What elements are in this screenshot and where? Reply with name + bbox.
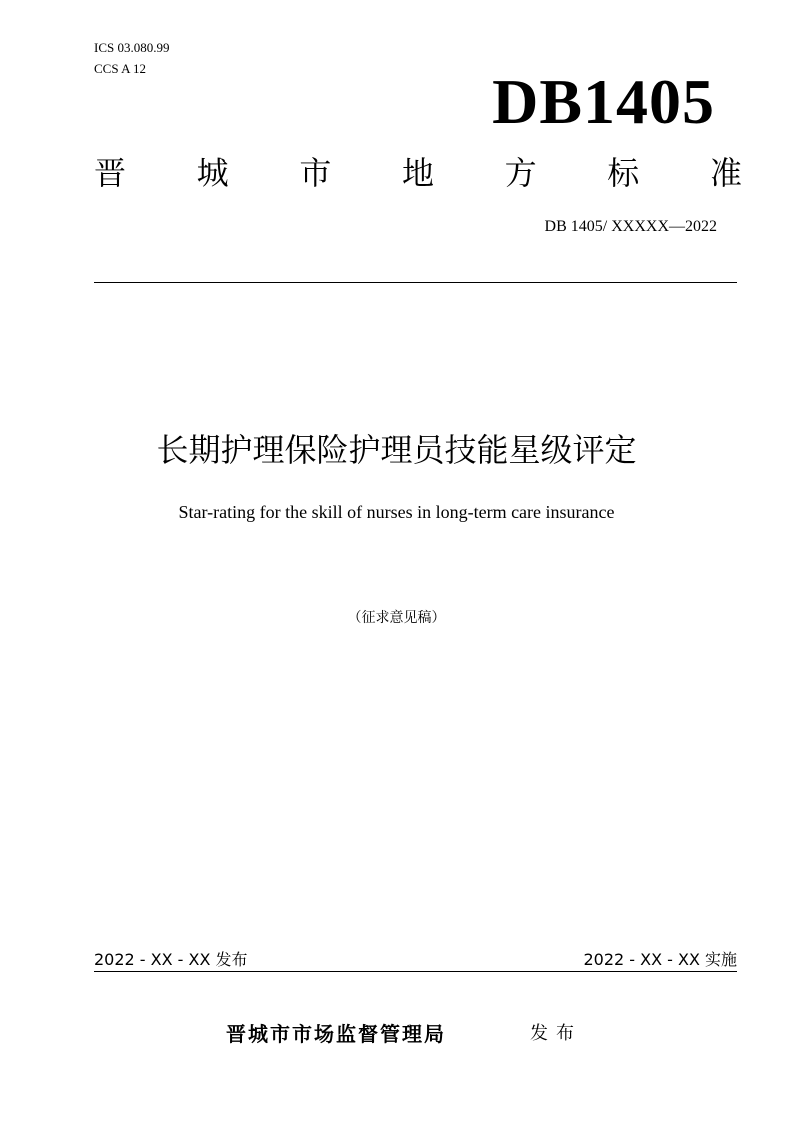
standard-type-char: 地	[401, 154, 434, 192]
header-divider	[94, 282, 737, 283]
ics-code: ICS 03.080.99	[94, 40, 170, 55]
issue-date: 2022 - XX - XX 发布	[94, 950, 248, 969]
footer-divider	[94, 971, 737, 972]
document-title-english: Star-rating for the skill of nurses in long-term care insurance	[178, 502, 615, 522]
standard-type-char: 城	[196, 154, 229, 192]
implementation-date: 2022 - XX - XX 实施	[583, 950, 737, 969]
standard-type-heading	[94, 152, 742, 194]
ccs-code: CCS A 12	[94, 61, 147, 76]
standard-code-logo: DB1405	[492, 66, 715, 137]
publish-label: 发布	[530, 1023, 582, 1044]
standard-type-char: 标	[607, 154, 640, 192]
publisher-name: 晋城市市场监督管理局	[226, 1022, 446, 1046]
standard-number: DB 1405/ XXXXX—2022	[544, 218, 717, 235]
standard-type-char: 晋	[94, 154, 127, 192]
standard-type-char: 准	[709, 154, 742, 192]
draft-status-note: （征求意见稿）	[347, 610, 446, 626]
standard-type-char: 方	[504, 154, 537, 192]
document-title-chinese: 长期护理保险护理员技能星级评定	[156, 431, 637, 469]
standard-type-char: 市	[299, 154, 332, 192]
